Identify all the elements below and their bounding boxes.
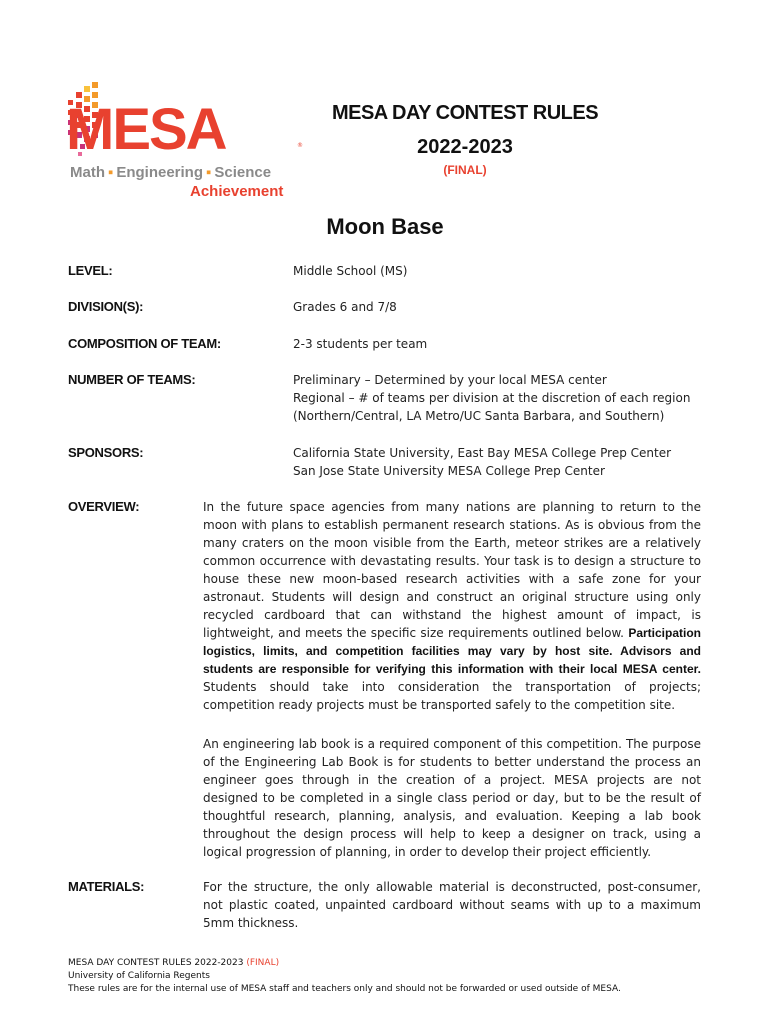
document-heading: MESA DAY CONTEST RULES xyxy=(331,102,599,124)
document-status: (FINAL) xyxy=(443,163,487,177)
overview-paragraph-2: An engineering lab book is a required component of this competition. The purpose of the Engineering Lab Book is for students to better understand the process an engineer goes through in the creation of a project. MESA projects are not designed to be completed in a single class period or day, but to be the result of thoughtful research, planning, analysis, and evaluation. Keeping a lab book throughout the design process will help to keep a designer on track, using a logical progression of planning, in order to develop their project efficiently. xyxy=(203,737,701,859)
document-year: 2022-2023 xyxy=(417,136,513,158)
logo-tagline: Math ▪ Engineering ▪ Science xyxy=(70,164,272,181)
page-title: Moon Base xyxy=(326,214,444,239)
divisions-label: DIVISION(S): xyxy=(68,299,144,314)
page-footer: MESA DAY CONTEST RULES 2022-2023 (FINAL) University of California Regents These rules are for the internal use of MESA staff and teachers only and should not be forwarded or used outside of MESA. xyxy=(68,958,621,994)
level-label: LEVEL: xyxy=(68,263,113,278)
logo-achievement: Achievement xyxy=(190,183,284,200)
sponsors-label: SPONSORS: xyxy=(68,445,144,460)
composition-label: COMPOSITION OF TEAM: xyxy=(68,336,221,351)
teams-label: NUMBER OF TEAMS: xyxy=(68,372,196,387)
overview-paragraph-1: In the future space agencies from many nations are planning to return to the moon with plans to establish permanent research stations. As is obvious from the many craters on the moon visible from the Earth, meteor strikes are a relatively common occurrence with devastating results. Your task is to design a structure to house these new moon-based research activities with a safe zone for your astronaut. Students will design and construct an original structure using only recycled cardboard that can withstand the highest amount of impact, is lightweight, and meets the specific size requirements outlined below. Participation logistics, limits, and competition facilities may vary by host site. Advisors and students are responsible for verifying this information with their local MESA center. Students should take into consideration the transportation of projects; competition ready projects must be transported safely to the competition site. xyxy=(203,500,701,712)
divisions-value: Grades 6 and 7/8 xyxy=(293,300,397,314)
level-value: Middle School (MS) xyxy=(293,264,408,278)
teams-value: Preliminary – Determined by your local MESA center Regional – # of teams per division at the discretion of each region (Northern/Central, LA Metro/UC Santa Barbara, and Southern) xyxy=(293,373,691,423)
overview-label: OVERVIEW: xyxy=(68,499,140,514)
sponsors-value: California State University, East Bay MESA College Prep Center San Jose State University MESA College Prep Center xyxy=(293,446,672,478)
logo-wordmark: MESA xyxy=(66,97,226,162)
materials-label: MATERIALS: xyxy=(68,879,145,894)
composition-value: 2-3 students per team xyxy=(293,337,428,351)
materials-text: For the structure, the only allowable material is deconstructed, post-consumer, not plastic coated, unpainted cardboard without seams with up to a maximum 5mm thickness. xyxy=(203,880,701,930)
registered-mark: ® xyxy=(297,142,303,149)
